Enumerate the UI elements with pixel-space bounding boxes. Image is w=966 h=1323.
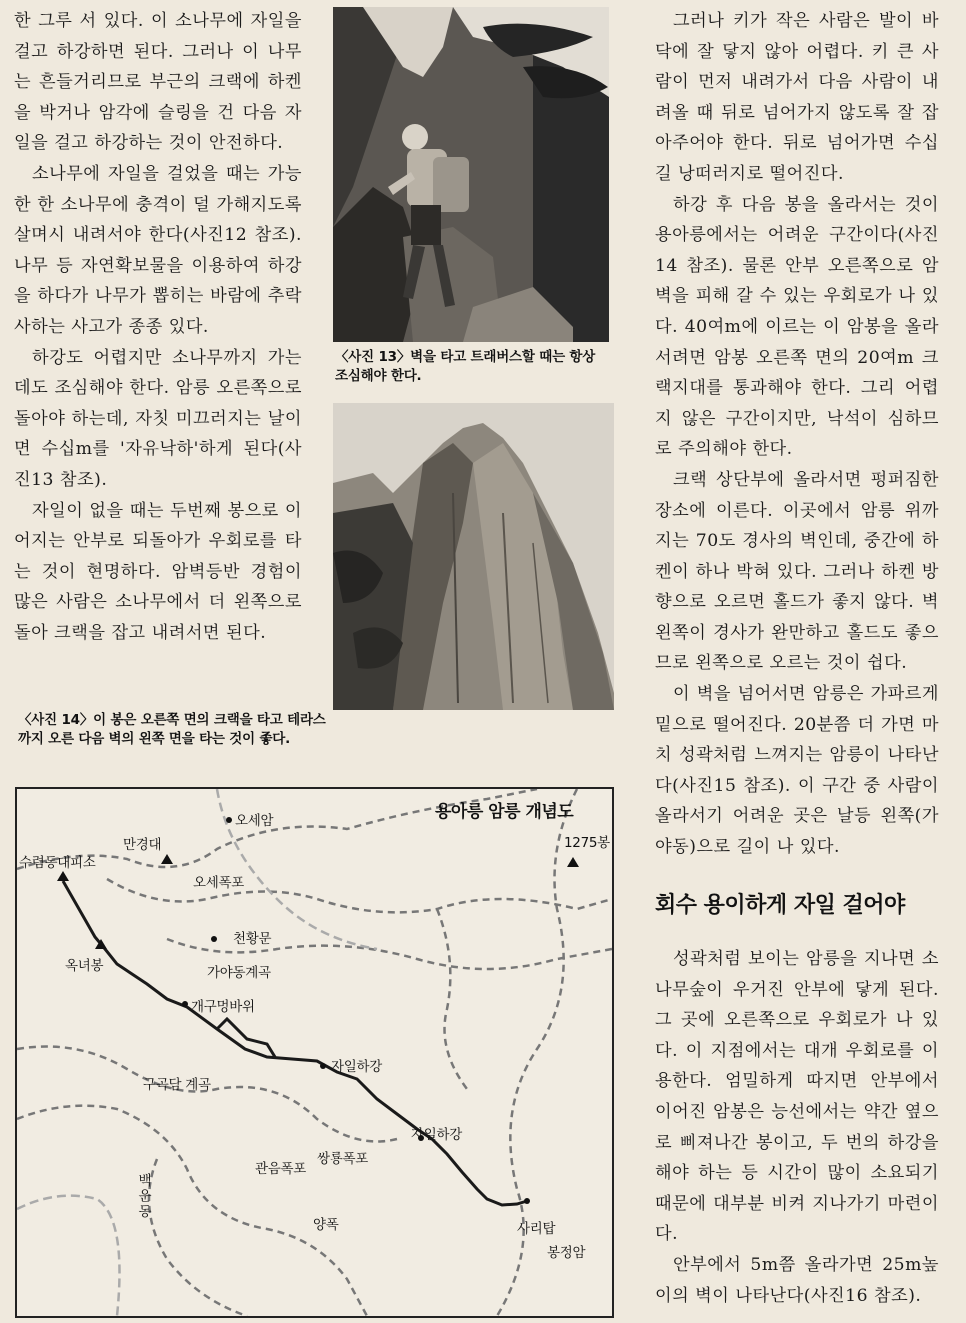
- left-paragraph-3: 하강도 어렵지만 소나무까지 가는데도 조심해야 한다. 암릉 오른쪽으로 돌아야 하는데, 자칫 미끄러지는 날이면 수십m를 '자유낙하'하게 된다(사진13 참조).: [14, 347, 302, 490]
- map-label-gugokdam-valley: 구곡담 계곡: [143, 1077, 211, 1093]
- right-paragraph-2: 하강 후 다음 봉을 올라서는 것이 용아릉에서는 어려운 구간이다(사진14 참조). 물론 안부 오른쪽으로 암벽을 피해 갈 수 있는 우회로가 나 있다. 40여m에 이르는 이 암봉을 올라서려면 암봉 오른쪽 면의 20여m 크랙지대를 통과해야 한다. 그리 어렵지 않은 구간이지만, 낙석이 심하므로 주의해야 한다.: [655, 194, 939, 460]
- right-paragraph-3: 크랙 상단부에 올라서면 펑퍼짐한 장소에 이른다. 이곳에서 암릉 위까지는 70도 경사의 벽인데, 중간에 하켄이 하나 박혀 있다. 그러나 하켄 방향으로 오르면 홀드가 좋지 않다. 벽 왼쪽이 경사가 완만하고 홀드도 좋으므로 왼쪽으로 오르는 것이 쉽다.: [655, 469, 939, 674]
- left-paragraph-1: 한 그루 서 있다. 이 소나무에 자일을 걸고 하강하면 된다. 그러나 이 나무는 흔들거리므로 부근의 크랙에 하켄을 박거나 암각에 슬링을 건 다음 자일을 걸고 하강하는 것이 안전하다.: [14, 11, 302, 154]
- right-paragraph-6: 안부에서 5m쯤 올라가면 25m높이의 벽이 나타난다(사진16 참조).: [655, 1254, 939, 1306]
- left-paragraph-2: 소나무에 자일을 걸었을 때는 가능한 한 소나무에 충격이 덜 가해지도록 살며시 내려서야 한다(사진12 참조). 나무 등 자연확보물을 이용하여 하강을 하다가 나무가 뽑히는 바람에 추락사하는 사고가 종종 있다.: [14, 163, 302, 337]
- map-label-gwaneum-falls: 관음폭포: [255, 1161, 306, 1177]
- map-label-saritap: 사리탑: [517, 1221, 556, 1237]
- map-label-mangyeongdae: 만경대: [123, 837, 162, 853]
- map-label-cheonhwangmun: 천황문: [233, 931, 272, 947]
- map-label-okneobong: 옥녀봉: [65, 958, 104, 974]
- photo-14-caption: 〈사진 14〉이 봉은 오른쪽 면의 크랙을 타고 테라스까지 오른 다음 벽의 왼쪽 면을 타는 것이 좋다.: [18, 712, 326, 747]
- map-label-1275-peak: 1275봉: [564, 835, 610, 851]
- map-label-bongjeongam: 봉정암: [547, 1245, 586, 1261]
- photo-14-image: [333, 403, 614, 710]
- map-label-rappel-1: 자일하강: [331, 1059, 382, 1075]
- photo-13-climber: [333, 7, 609, 342]
- route-map: [15, 787, 614, 1318]
- map-label-gaegumeong-rock: 개구멍바위: [191, 999, 255, 1015]
- map-label-yangpok: 양폭: [313, 1217, 339, 1233]
- map-label-ssangryong-falls: 쌍룡폭포: [317, 1151, 368, 1167]
- map-label-suryeomdong-shelter: 수렴동대피소: [19, 855, 96, 871]
- right-paragraph-1: 그러나 키가 작은 사람은 발이 바닥에 잘 닿지 않아 어렵다. 키 큰 사람이 먼저 내려가서 다음 사람이 내려올 때 뒤로 넘어가지 않도록 잘 잡아주어야 한다. 뒤로 넘어가면 수십길 낭떠러지로 떨어진다.: [655, 11, 939, 184]
- left-paragraph-4: 자일이 없을 때는 두번째 봉으로 이어지는 안부로 되돌아가 우회로를 타는 것이 현명하다. 암벽등반 경험이 많은 사람은 소나무에서 더 왼쪽으로 돌아 크랙을 잡고 내려서면 된다.: [14, 500, 302, 643]
- right-paragraph-4: 이 벽을 넘어서면 암릉은 가파르게 밑으로 떨어진다. 20분쯤 더 가면 마치 성곽처럼 느껴지는 암릉이 나타난다(사진15 참조). 이 구간 중 사람이 올라서기 어려운 곳은 날등 왼쪽(가야동)으로 길이 나 있다.: [655, 684, 939, 858]
- right-column: [655, 6, 939, 863]
- map-label-gayadong-valley: 가야동계곡: [207, 965, 271, 981]
- map-label-osepokpo: 오세폭포: [193, 875, 244, 891]
- photo-14-rock-peak: [333, 403, 614, 710]
- right-paragraph-5: 성곽처럼 보이는 암릉을 지나면 소나무숲이 우거진 안부에 닿게 된다. 그 곳에 오른쪽으로 우회로가 나 있다. 이 지점에서는 대개 우회로를 이용한다. 엄밀하게 따지면 안부에서 이어진 암봉은 능선에서는 약간 옆으로 삐져나간 봉이고, 두 번의 하강을 해야 하는 등 시간이 많이 소요되기 때문에 대부분 비켜 지나가기 마련이다.: [655, 949, 939, 1245]
- map-label-oseam: 오세암: [235, 813, 274, 829]
- right-column-lower: [655, 944, 939, 1311]
- photo-13-image: [333, 7, 609, 342]
- map-label-baegundong: 백운동: [135, 1173, 151, 1220]
- map-label-rappel-2: 자일하강: [411, 1127, 462, 1143]
- section-heading: 회수 용이하게 자일 걸어야: [655, 893, 905, 918]
- map-title: 용아릉 암릉 개념도: [435, 802, 574, 822]
- photo-13-caption: 〈사진 13〉벽을 타고 트래버스할 때는 항상 조심해야 한다.: [335, 349, 596, 384]
- left-column: [14, 6, 302, 648]
